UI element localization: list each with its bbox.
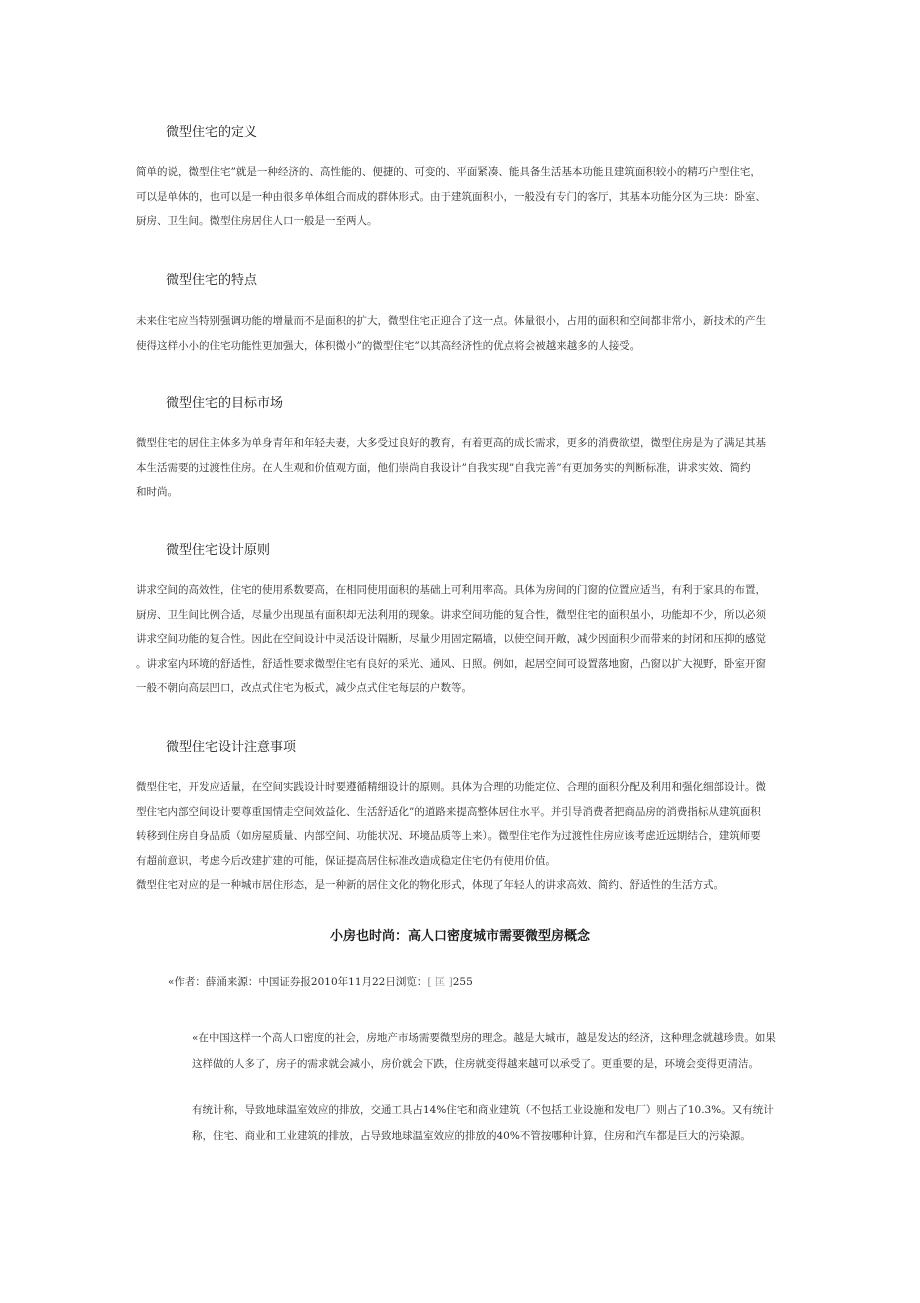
text-line: 可以是单体的，也可以是一种由很多单体组合而成的群体形式。由于建筑面积小，一般没有专门的客厅，其基本功能分区为三块：卧室、 <box>136 190 766 203</box>
section-body-design-notes <box>136 775 784 898</box>
byline-text: «作者：薛涌来源：中国证券报2010年11月22日浏览： <box>168 976 428 988</box>
text-line: 本生活需要的过渡性住房。在人生观和价值观方面，他们崇尚自我设计”自我实现”自我完善”有更加务实的判断标准，讲求实效、简约 <box>136 461 751 474</box>
article-paragraph <box>192 1097 792 1149</box>
text-line: 有统计称，导致地球温室效应的排放，交通工具占14%住宅和商业建筑（不包括工业设施和发电厂）则占了10.3%。又有统计 <box>192 1104 774 1116</box>
article-byline <box>168 975 473 989</box>
text-line: «在中国这样一个高人口密度的社会，房地产市场需要微型房的理念。越是大城市，越是发达的经济，这种理念就越珍贵。如果 <box>192 1032 776 1044</box>
text-line: 。讲求室内环境的舒适性，舒适性要求微型住宅有良好的采光、通风、日照。例如，起居空间可设置落地窗，凸窗以扩大视野，卧室开窗 <box>136 657 766 670</box>
section-heading-design-notes: 微型住宅设计注意事项 <box>166 740 297 755</box>
view-count: 255 <box>452 976 473 988</box>
section-body-definition <box>136 160 784 234</box>
text-line: 微型住宅的居住主体多为单身青年和年轻夫妻，大多受过良好的教育，有着更高的成长需求，更多的消费欲望，微型住房是为了满足其基 <box>136 437 766 449</box>
text-line: 微型住宅，开发应适量，在空间实践设计时要遵循精细设计的原则。具体为合理的功能定位、合理的面积分配及利用和强化细部设计。微 <box>136 781 766 793</box>
section-heading-design-principles: 微型住宅设计原则 <box>166 543 271 558</box>
section-heading-target-market: 微型住宅的目标市场 <box>166 396 284 411</box>
text-line: 有超前意识，考虑今后改建扩建的可能，保证提高居住标准改造成稳定住宅仍有使用价值。 <box>136 854 556 867</box>
section-heading-definition: 微型住宅的定义 <box>166 125 258 140</box>
text-line: 厨房、卫生间。微型住房居住人口一般是一至两人。 <box>136 215 378 227</box>
section-body-target-market <box>136 431 784 505</box>
text-line: 简单的说，微型住宅”就是一种经济的、高性能的、便捷的、可变的、平面紧凑、能具备生活基本功能且建筑面积较小的精巧户型住宅， <box>136 166 761 178</box>
section-body-design-principles <box>136 578 784 701</box>
text-line: 厨房、卫生间比例合适，尽量少出现虽有面积却无法利用的现象。讲求空间功能的复合性，微型住宅的面积虽小，功能却不少，所以必须 <box>136 608 766 621</box>
section-heading-features: 微型住宅的特点 <box>166 273 258 288</box>
view-count-icon: [ 匡 ] <box>427 976 453 988</box>
section-body-features <box>136 309 784 358</box>
text-line: 微型住宅对应的是一种城市居住形态，是一种新的居住文化的物化形式，体现了年轻人的讲求高效、简约、舒适性的生活方式。 <box>136 879 724 891</box>
text-line: 使得这样小小的住宅功能性更加强大，体积微小”的微型住宅”以其高经济性的优点将会被越来越多的人接受。 <box>136 339 641 352</box>
text-line: 这样做的人多了，房子的需求就会减小，房价就会下跌，住房就变得越来越可以承受了。更重要的是，环境会变得更清洁。 <box>192 1058 759 1070</box>
text-line: 未来住宅应当特别强调功能的增量而不是面积的扩大，微型住宅正迎合了这一点。体量很小，占用的面积和空间都非常小，新技术的产生 <box>136 315 766 327</box>
text-line: 讲求空间功能的复合性。因此在空间设计中灵活设计隔断，尽量少用固定隔墙，以使空间开敞，减少因面积少而带来的封闭和压抑的感觉 <box>136 633 766 645</box>
text-line: 和时尚。 <box>136 486 178 498</box>
text-line: 型住宅内部空间设计要尊重国情走空间效益化、生活舒适化”的道路来提高整体居住水平。并引导消费者把商品房的消费指标从建筑面积 <box>136 805 761 818</box>
text-line: 转移到住房自身品质（如房屋质量、内部空间、功能状况、环境品质等上来）。微型住宅作为过渡性住房应该考虑近远期结合，建筑师要 <box>136 830 761 842</box>
text-line: 一般不朝向高层凹口，改点式住宅为板式，减少点式住宅每层的户数等。 <box>136 682 472 694</box>
article-paragraph <box>192 1025 792 1077</box>
article-title: 小房也时尚：高人口密度城市需要微型房概念 <box>329 929 590 944</box>
text-line: 讲求空间的高效性，住宅的使用系数要高，在相同使用面积的基础上可利用率高。具体为房间的门窗的位置应适当，有利于家具的布置， <box>136 584 766 596</box>
text-line: 称，住宅、商业和工业建筑的排放，占导致地球温室效应的排放的40%不管按哪种计算，住房和汽车都是巨大的污染源。 <box>192 1130 751 1142</box>
